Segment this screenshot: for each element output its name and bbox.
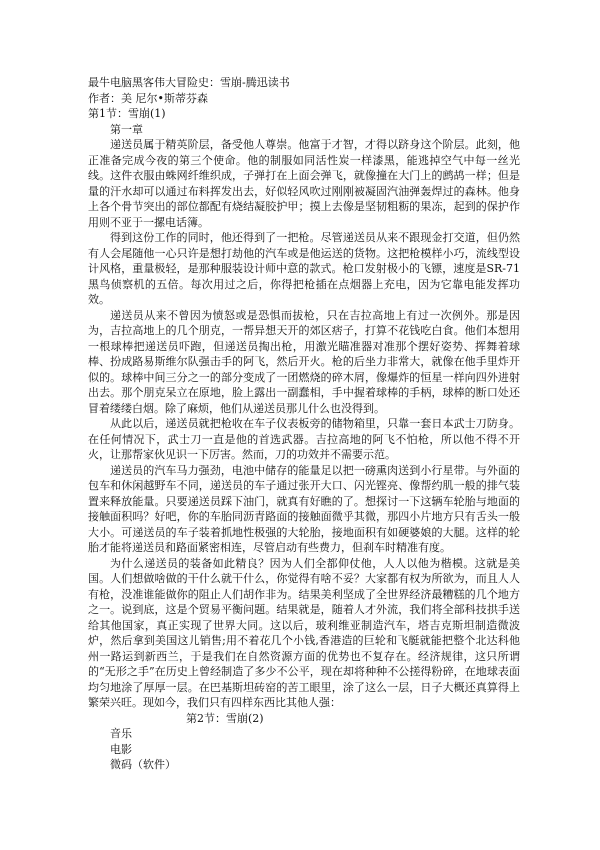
paragraph: 得到这份工作的同时，他还得到了一把枪。尽管递送员从来不跟现金打交道，但仍然有人会尾随他一心只许是想打劫他的汽车或是他运送的货物。这把枪模样小巧，流线型设计风格，重量极轻，是那种服装设计师中意的款式。枪口发射极小的飞镖，速度是SR-71黑鸟侦察机的五倍。每次用过之后，你得把枪插在点烟器上充电，因为它靠电能发挥功效。 [88, 231, 520, 306]
section-heading-2: 第2节：雪崩(2) [186, 711, 264, 725]
list-item: 电影 [110, 742, 132, 756]
paragraph: 递送员属于精英阶层，备受他人尊崇。他富于才智，才得以跻身这个阶层。此刻，他正准备完成今夜的第三个使命。他的制服如同活性炭一样漆黑，能逃掉空气中每一丝光线。这件衣服由蛛网纤维织成，子弹打在上面会弹飞，就像撞在大门上的鹧鸪一样；但是量的汗水却可以通过布料挥发出去，好似轻风吹过刚刚被凝固汽油弹轰焊过的森林。他身上各个骨节突出的部位都配有烧结凝胶护甲；摸上去像是坚韧粗粝的果冻，起到的保护作用则不亚于一摞电话簿。 [88, 138, 520, 229]
document-title: 最牛电脑黑客伟大冒险史：雪崩-腾迅读书 [88, 76, 290, 89]
author-line: 作者：美 尼尔•斯蒂芬森 [88, 91, 208, 105]
document-body [88, 75, 520, 773]
list-item: 微码（软件） [110, 758, 176, 771]
list [110, 726, 520, 773]
paragraph: 递送员的汽车马力强劲，电池中储存的能量足以把一磅熏肉送到小行星带。与外面的包车和休闲越野车不同，递送员的车子通过张开大口、闪光铿亮、像帮约肌一般的排气装置来释放能量。只要递送员踩下油门，就真有好瞧的了。想探讨一下这辆车轮胎与地面的接触面积吗？好吧，你的车胎同沥青路面的接触面微乎其微，那四小片地方只有舌头一般大小。可递送员的车子装着抓地性极强的大轮胎，接地面积有如硬婆娘的大腿。这样的轮胎才能将递送员和路面紧密相连，尽管启动有些费力，但刹车时精准有度。 [88, 463, 520, 554]
paragraph: 为什么递送员的装备如此精良？因为人们全都仰仗他，人人以他为楷模。这就是美国。人们想做啥做的干什么就干什么，你觉得有啥不妥？大家都有权为所欲为，而且人人有枪，没准谁能做你的阻止人们胡作非为。结果美利坚成了全世界经济最糟糕的几个地方之一。说到底，这是个贸易平衡问题。结果就是，随着人才外流，我们将全部科技拱手送给其他国家，真正实现了世界大同。这以后，玻利维亚制造汽车，塔吉克斯坦制造微波炉，然后拿到美国这儿销售;用不着花几个小钱,香港造的巨轮和飞艇就能把整个北达科他州一路运到新西兰，于是我们在自然资源方面的优势也不复存在。经济规律，这只所谓的“无形之手”在历史上曾经制造了多少不公平，现在却将种种不公搓得粉碎，在地球表面均匀地涂了厚厚一层。在巴基斯坦砖窑的苦工眼里，涂了这么一层，日子大概还真算得上繁荣兴旺。现如今，我们只有四样东西比其他人强： [88, 556, 520, 709]
section-heading-1: 第1节：雪崩(1) [88, 107, 166, 120]
list-item: 音乐 [110, 727, 132, 740]
paragraph: 从此以后，递送员就把枪收在车子仪表板旁的储物箱里，只靠一套日本武士刀防身。在任何情况下，武士刀一直是他的首选武器。吉拉高地的阿飞不怕枪，所以他不得不开火，让那帮家伙见识一下厉害。然而，刀的功效并不需要示范。 [88, 417, 520, 461]
paragraph: 递送员从来不曾因为愤怒或是恐惧而拔枪，只在吉拉高地上有过一次例外。那是因为，吉拉高地上的几个朋克，一帮异想天开的郊区痞子，打算不花钱吃白食。他们本想用一根球棒把递送员吓跑，但递送员掏出枪，用激光瞄准器对准那个摆好姿势、挥舞着球棒、扮成路易斯维尔队强击手的阿飞，然后开火。枪的后坐力非常大，就像在他手里炸开似的。球棒中间三分之一的部分变成了一团燃烧的碎木屑，像爆炸的恒星一样向四外进射出去。那个朋克呆立在原地，脸上露出一副蠢相，手中握着球棒的手柄，球棒的断口处还冒着缕缕白烟。除了麻烦，他们从递送员那儿什么也没得到。 [88, 308, 520, 415]
chapter-heading: 第一章 [110, 122, 143, 136]
